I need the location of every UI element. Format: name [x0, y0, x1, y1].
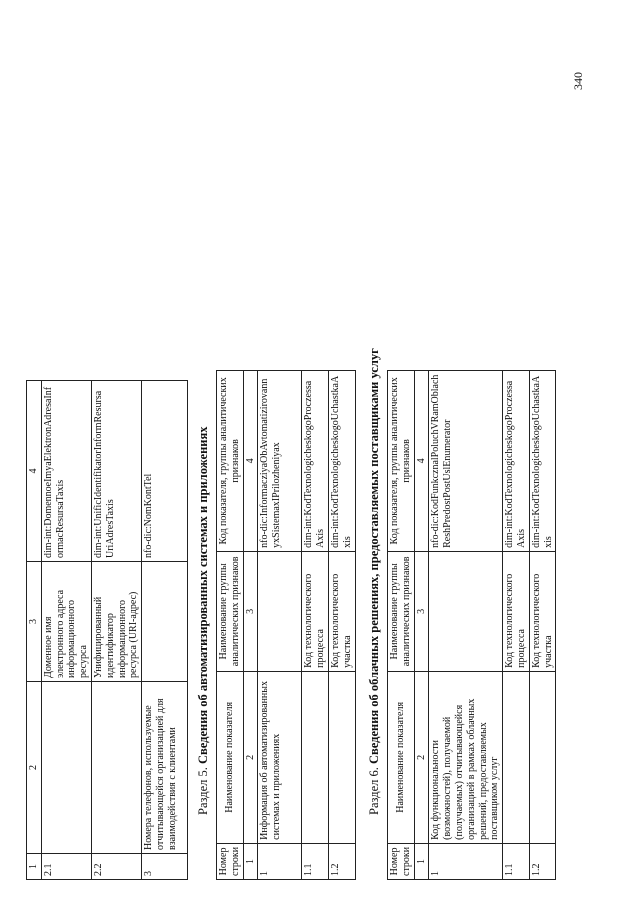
table-section-5	[216, 370, 356, 880]
table-cell: 1	[429, 843, 503, 879]
section-6-label: Раздел 6.	[367, 767, 381, 815]
table-cell	[258, 551, 302, 671]
table-cell	[91, 682, 141, 854]
table-row	[142, 381, 188, 880]
table-number-row	[414, 370, 429, 879]
table-cell: 3	[414, 551, 429, 671]
table-cell: 2.1	[41, 854, 91, 880]
table-cell: 1.1	[503, 843, 530, 879]
table-cell: Код функциональности (возможностей), получаемой (получаемых) отчитывающейся организацией в рамках облачных решений, предоставляемых поставщиком услуг	[429, 671, 503, 843]
table-cell: 1.1	[302, 843, 329, 879]
table-cell	[302, 671, 329, 843]
table-cell: 3	[142, 854, 188, 880]
table-cell	[41, 682, 91, 854]
table-cell: Код технологического участка	[529, 551, 556, 671]
table-cell: Код технологического процесса	[503, 551, 530, 671]
table-section-6	[387, 370, 556, 880]
table-cell: 4	[27, 381, 42, 562]
table-row	[91, 381, 141, 880]
section-6-heading: Сведения об облачных решениях, предоставляемых поставщиками услуг	[367, 348, 381, 765]
section-6-title	[367, 348, 382, 815]
table-top-header-row	[27, 381, 42, 880]
table-row	[41, 381, 91, 880]
table-header-cell: Наименование показателя	[388, 671, 415, 843]
table-header-cell: Наименование группы аналитических признаков	[388, 551, 415, 671]
table-row	[258, 370, 302, 879]
table-cell	[142, 562, 188, 682]
table-cell: nfo-dic:InformacziyaObAvtomatizirovannyxSistemaxIPrilozheniyax	[258, 370, 302, 551]
table-header-cell: Код показателя, группы аналитических признаков	[217, 370, 244, 551]
page-number: 340	[571, 72, 585, 90]
table-cell: 1.2	[529, 843, 556, 879]
table-cell: 2	[27, 682, 42, 854]
table-cell: Код технологического участка	[328, 551, 355, 671]
table-cell: 2.2	[91, 854, 141, 880]
table-cell: 1	[258, 843, 302, 879]
table-cell: 1	[414, 843, 429, 879]
section-5-heading: Сведения об автоматизированных системах и приложениях	[196, 426, 210, 765]
table-cell: dim-int:KodTexnologicheskogoProczessaAxis	[302, 370, 329, 551]
table-row	[302, 370, 329, 879]
table-cell: 3	[27, 562, 42, 682]
table-cell: nfo-dic:KodFunkcznalPoluchVRamOblachReshPredostPostUslEnumerator	[429, 370, 503, 551]
table-cell: Код технологического процесса	[302, 551, 329, 671]
table-cell: Доменное имя электронного адреса информационного ресурса	[41, 562, 91, 682]
table-number-row	[243, 370, 258, 879]
table-cell: 3	[243, 551, 258, 671]
table-cell: 1.2	[328, 843, 355, 879]
table-cell: Информация об автоматизированных системах и приложениях	[258, 671, 302, 843]
table-cell: dim-int:KodTexnologicheskogoUchastkaAxis	[328, 370, 355, 551]
table-top	[26, 380, 188, 880]
table-cell: 4	[243, 370, 258, 551]
table-cell: dim-int:DomennoeImyaElektronAdresaInformacResursaTaxis	[41, 381, 91, 562]
table-cell: nfo-dic:NomKontTel	[142, 381, 188, 562]
table-header-row	[388, 370, 415, 879]
table-cell: dim-int:KodTexnologicheskogoProczessaAxis	[503, 370, 530, 551]
table-cell: 2	[243, 671, 258, 843]
table-cell: 1	[243, 843, 258, 879]
table-cell	[529, 671, 556, 843]
table-header-cell: Код показателя, группы аналитических признаков	[388, 370, 415, 551]
table-cell	[328, 671, 355, 843]
table-cell: 1	[27, 854, 42, 880]
section-5-label: Раздел 5.	[196, 767, 210, 815]
table-cell: 2	[414, 671, 429, 843]
table-row	[529, 370, 556, 879]
table-header-cell: Наименование показателя	[217, 671, 244, 843]
table-cell: dim-int:UnifiсIdentifikatorInformResursaUriAdresTaxis	[91, 381, 141, 562]
table-row	[503, 370, 530, 879]
section-5-title	[196, 426, 211, 815]
table-row	[328, 370, 355, 879]
table-cell	[503, 671, 530, 843]
table-cell: Унифицированный идентификатор информационного ресурса (URI-адрес)	[91, 562, 141, 682]
table-header-cell: Номер строки	[388, 843, 415, 879]
table-header-row	[217, 370, 244, 879]
table-cell: 4	[414, 370, 429, 551]
table-cell	[429, 551, 503, 671]
table-cell: Номера телефонов, используемые отчитывающейся организацией для взаимодействия с клиентами	[142, 682, 188, 854]
table-header-cell: Номер строки	[217, 843, 244, 879]
table-header-cell: Наименование группы аналитических признаков	[217, 551, 244, 671]
table-cell: dim-int:KodTexnologicheskogoUchastkaAxis	[529, 370, 556, 551]
table-row	[429, 370, 503, 879]
